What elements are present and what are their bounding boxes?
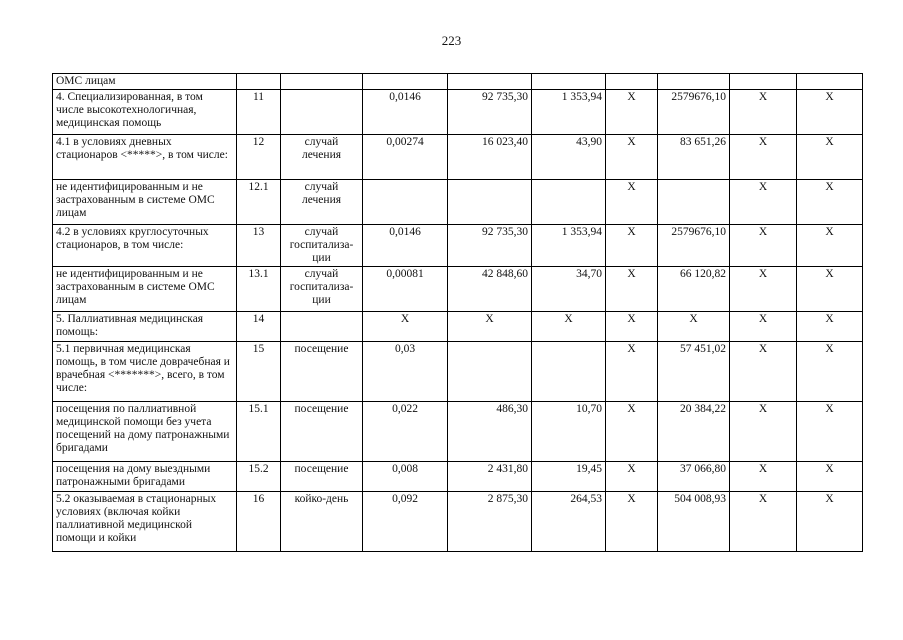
row-per-capita: 264,53 [532,492,606,552]
row-name: 5.2 оказываемая в стационарных условиях (включая койки паллиативной медицинской помощи и койки [53,492,237,552]
row-volume [363,180,448,225]
row-col7: X [606,492,658,552]
table-row [53,342,863,402]
row-col9: X [730,462,797,492]
row-col10: X [797,90,863,135]
row-volume: 0,008 [363,462,448,492]
row-per-capita: 34,70 [532,267,606,312]
row-cost: 2 431,80 [448,462,532,492]
row-col9 [730,74,797,90]
row-col9: X [730,312,797,342]
row-per-capita: 10,70 [532,402,606,462]
row-name: ОМС лицам [53,74,237,90]
table-row [53,135,863,180]
row-col7: X [606,180,658,225]
row-col7: X [606,402,658,462]
row-col7: X [606,312,658,342]
row-col7: X [606,135,658,180]
row-number: 12.1 [237,180,281,225]
table-row [53,90,863,135]
row-col9: X [730,402,797,462]
row-col8: 66 120,82 [658,267,730,312]
table-row [53,225,863,267]
row-volume: 0,0146 [363,90,448,135]
row-name: не идентифицированным и не застрахованным в системе ОМС лицам [53,267,237,312]
row-number: 15.2 [237,462,281,492]
table-row [53,492,863,552]
row-number: 12 [237,135,281,180]
row-col8: 2579676,10 [658,225,730,267]
row-col9: X [730,342,797,402]
row-col8: 20 384,22 [658,402,730,462]
row-col9: X [730,90,797,135]
row-volume: 0,022 [363,402,448,462]
row-col7: X [606,267,658,312]
row-unit [281,312,363,342]
table-row [53,402,863,462]
row-volume: 0,0146 [363,225,448,267]
row-volume: 0,00081 [363,267,448,312]
row-col8 [658,180,730,225]
row-number: 15.1 [237,402,281,462]
row-unit [281,74,363,90]
row-col9: X [730,180,797,225]
row-per-capita: 1 353,94 [532,90,606,135]
row-col10 [797,74,863,90]
row-name: посещения по паллиативной медицинской помощи без учета посещений на дому патронажными бригадами [53,402,237,462]
row-col10: X [797,135,863,180]
row-col9: X [730,267,797,312]
row-col10: X [797,267,863,312]
row-col10: X [797,492,863,552]
row-name: посещения на дому выездными патронажными бригадами [53,462,237,492]
row-unit: случай лечения [281,180,363,225]
row-number: 13.1 [237,267,281,312]
row-col8: 37 066,80 [658,462,730,492]
row-col8: 83 651,26 [658,135,730,180]
row-unit: случай госпитализа-ции [281,267,363,312]
row-col9: X [730,225,797,267]
row-cost: X [448,312,532,342]
row-cost [448,342,532,402]
row-col8 [658,74,730,90]
row-cost: 92 735,30 [448,90,532,135]
row-col7: X [606,225,658,267]
row-per-capita: 19,45 [532,462,606,492]
row-unit: посещение [281,402,363,462]
row-volume: 0,00274 [363,135,448,180]
row-name: 5. Паллиативная медицинская помощь: [53,312,237,342]
row-col8: X [658,312,730,342]
row-cost: 2 875,30 [448,492,532,552]
row-cost: 42 848,60 [448,267,532,312]
row-unit: случай госпитализа-ции [281,225,363,267]
row-number [237,74,281,90]
row-volume [363,74,448,90]
row-cost [448,180,532,225]
row-unit [281,90,363,135]
row-per-capita [532,74,606,90]
row-volume: 0,092 [363,492,448,552]
table-row [53,462,863,492]
row-per-capita: X [532,312,606,342]
table-body [53,74,863,552]
row-per-capita [532,180,606,225]
page-number: 223 [441,33,462,48]
row-number: 14 [237,312,281,342]
row-cost [448,74,532,90]
row-col8: 2579676,10 [658,90,730,135]
row-col7: X [606,342,658,402]
row-cost: 16 023,40 [448,135,532,180]
row-name: 5.1 первичная медицинская помощь, в том числе доврачебная и врачебная <*******>, всего, в том числе: [53,342,237,402]
row-unit: случай лечения [281,135,363,180]
table-row [53,74,863,90]
row-col9: X [730,492,797,552]
row-volume: X [363,312,448,342]
row-col10: X [797,462,863,492]
table-row [53,180,863,225]
row-col8: 57 451,02 [658,342,730,402]
row-number: 13 [237,225,281,267]
table-row [53,312,863,342]
row-name: 4.1 в условиях дневных стационаров <*****>, в том числе: [53,135,237,180]
row-cost: 92 735,30 [448,225,532,267]
row-name: не идентифицированным и не застрахованным в системе ОМС лицам [53,180,237,225]
row-cost: 486,30 [448,402,532,462]
row-volume: 0,03 [363,342,448,402]
row-col7 [606,74,658,90]
row-col9: X [730,135,797,180]
row-number: 15 [237,342,281,402]
row-col10: X [797,402,863,462]
row-unit: посещение [281,342,363,402]
row-per-capita: 43,90 [532,135,606,180]
row-number: 11 [237,90,281,135]
table-row [53,267,863,312]
row-per-capita [532,342,606,402]
row-col8: 504 008,93 [658,492,730,552]
row-col10: X [797,342,863,402]
row-number: 16 [237,492,281,552]
row-col10: X [797,225,863,267]
row-per-capita: 1 353,94 [532,225,606,267]
row-col10: X [797,180,863,225]
row-col10: X [797,312,863,342]
row-unit: койко-день [281,492,363,552]
medical-care-table [52,73,863,552]
row-name: 4. Специализированная, в том числе высокотехнологичная, медицинская помощь [53,90,237,135]
row-name: 4.2 в условиях круглосуточных стационаров, в том числе: [53,225,237,267]
row-col7: X [606,462,658,492]
row-col7: X [606,90,658,135]
row-unit: посещение [281,462,363,492]
